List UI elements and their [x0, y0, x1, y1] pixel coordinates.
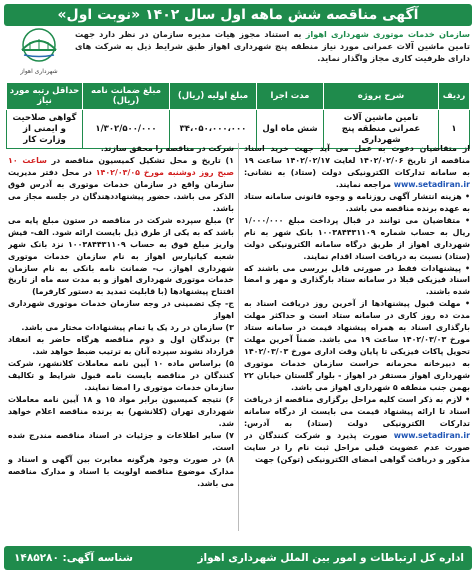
priority-paragraph: ۸) در صورت وجود هرگونه مغایرت بین آگهی و اسناد و مدارک موضوع مناقصه اولویت با اسناد و مدارک مناقصه می باشد. [8, 454, 234, 488]
purchase-text-end: مراجعه نمایند. [335, 179, 394, 189]
logo-label: شهرداری اهواز [20, 68, 58, 75]
setad-text: • لازم به ذکر است کلیه مراحل برگزاری مناقصه از دریافت اسناد تا ارائه پیشنهاد قیمت می بایست از درگاه سامانه تدارکات الکترونیکی دولت (ستاد) به آدرس: [244, 395, 470, 428]
commission-paragraph [8, 155, 234, 215]
row-duration: شش ماه اول [257, 110, 324, 149]
intro-paragraph [75, 28, 470, 64]
row-rank: گواهی صلاحیت و ایمنی از وزارت کار [7, 110, 83, 149]
commission-text: ۱) تاریخ و محل تشکیل کمیسیون مناقصه در [46, 155, 234, 165]
header-duration: مدت اجرا [257, 83, 324, 110]
payment-paragraph: • متقاضیان می توانند در قبال پرداخت مبلغ ۱/۰۰۰/۰۰۰ ریال به حساب شماره ۱۰۰۳۸۴۴۳۱۱۰۹ بانک شهر به نام شهرداری اهواز از طریق درگاه سامانه الکترونیکی دولت (ستاد) نسبت به دریافت اسناد اقدام نمایند. [244, 215, 470, 261]
header-guarantee: مبلغ ضمانت نامه (ریال) [83, 83, 170, 110]
row-project: تامین ماشین آلات عمرانی منطقه پنج شهرداری [324, 110, 439, 149]
setad-link[interactable]: www.setadiran.ir [393, 179, 470, 189]
bridge-logo-icon [16, 28, 62, 62]
details-paragraph: ۷) سایر اطلاعات و جزئیات در اسناد مناقصه مندرج شده است. [8, 430, 234, 452]
cheque-paragraph: ج- چک تضمینی در وجه سازمان خدمات موتوری شهرداری اهواز [8, 299, 234, 321]
setad-link-2[interactable]: www.setadiran.ir [393, 430, 470, 440]
row-index: ۱ [439, 110, 470, 149]
fee-paragraph: • هزینه انتشار آگهی روزنامه و وجوه قانونی سامانه ستاد به عهده برنده مناقصه می باشد. [244, 191, 470, 213]
row-guarantee: ۱/۳۰۲/۵۰۰/۰۰۰ [83, 110, 170, 149]
table-header-row [7, 83, 470, 110]
header-index: ردیف [439, 83, 470, 110]
commission-date: ساعت ۱۰ صبح روز دوشنبه مورخ ۱۴۰۲/۰۳/۰۵ [8, 155, 234, 177]
footer-code: شناسه آگهی: ۱۴۸۵۲۸۰ [14, 552, 133, 564]
footer-bar [4, 546, 472, 570]
deadline-paragraph: • مهلت قبول پیشنهادها از آخرین روز دریافت اسناد به مدت ده روز کاری در سامانه ستاد است و حداکثر مهلت بارگذاری اسناد به همراه پیشنهاد قیمت در سامانه ستاد مورخ ۱۴۰۲/۰۳/۰۳ ساعت ۱۹ می باشد. ضمناً آخرین مهلت تحویل پاکات فیزیکی تا پایان وقت اداری مورخ ۱۴۰۲/۰۳/۰۳ به دبیرخانه محرمانه حراست سازمان خدمات موتوری شهرداری اهواز مستقر در اهواز - بلوار گلستان خیابان ۲۲ بهمن جنب منطقه ۵ شهرداری اهواز می باشد. [244, 299, 470, 393]
header-rank: حداقل رتبه مورد نیاز [7, 83, 83, 110]
rejection-paragraph: ۳) سازمان در رد یک یا تمام پیشنهادات مختار می باشد. [21, 323, 234, 333]
purchase-paragraph [244, 143, 470, 191]
notice-title: آگهی مناقصه شش ماهه اول سال ۱۴۰۲ «نوبت اول» [4, 4, 472, 26]
deposit-paragraph: ۲) مبلغ سپرده شرکت در مناقصه در ستون مبلغ پایه می باشد که به یکی از طرق ذیل بایست ارائه شود. الف- فیش واریز مبلغ فوق به حساب ۱۰۰۳۸۴۴۳۱۱۰۹ نزد بانک شهر شعبه کیانپارس اهواز به نام سازمان خدمات موتوری شهرداری اهواز. ب- ضمانت نامه بانکی به نام سازمان خدمات موتوری شهرداری اهواز و به مدت سه ماه از تاریخ افتتاح پیشنهادها (با قابلیت تمدید به دستور کارفرما) [8, 215, 234, 297]
purchase-text: از متقاضیان دعوت به عمل می آید جهت خرید اسناد مناقصه از تاریخ ۱۴۰۲/۰۲/۰۶ لغایت ۱۴۰۲/۰۲/۱۷ ساعت ۱۹ به سامانه تدارکات الکترونیکی دولت (ستاد) به نشانی: [244, 144, 470, 177]
result-paragraph: ۶) نتیجه کمیسیون برابر مواد ۱۵ و ۱۸ آیین نامه معاملات شهرداری تهران (کلانشهر) به برنده مناقصه اعلام خواهد شد. [8, 395, 234, 428]
tender-table [6, 82, 470, 149]
row-initial-amount: ۳۴،۰۵۰،۰۰۰،۰۰۰ [170, 110, 257, 149]
commission-text-end: در محل دفتر مدیریت سازمان واقع در سازمان خدمات موتوری به آدرس فوق الذکر می باشد. حضور پیشنهاددهندگان در جلسه مجاز می باشد. [8, 167, 234, 213]
setad-text-end: صورت پذیرد و شرکت کنندگان در صورت عدم عضویت قبلی مراحل ثبت نام را در سایت مذکور و دریافت گواهی امضای الکترونیکی (توکن) جهت [244, 430, 470, 464]
setad-paragraph [244, 394, 470, 466]
organization-name: سازمان خدمات موتوری شهرداری اهواز [305, 29, 470, 39]
column-divider [238, 143, 239, 531]
article10-paragraph: ۵) براساس ماده ۱۰ آیین نامه معاملات کلانشهر، شرکت کنندگان در مناقصه بایست نامه قبول شرایط و تکالیف سازمان خدمات موتوری را امضا نمایند. [8, 359, 234, 393]
conditions-left-column [8, 143, 234, 531]
logo [6, 28, 72, 78]
left-intro-line: شرکت در مناقصه را محقق سازند. [100, 144, 234, 153]
forfeit-paragraph: ۴) برندگان اول و دوم مناقصه هرگاه حاضر به انعقاد قرارداد نشوند سپرده آنان به ترتیب ضبط خواهد شد. [8, 335, 234, 357]
intro-text: به استناد مجوز هیات مدیره سازمان در نظر دارد جهت تامین ماشین آلات عمرانی مورد نیاز منطقه پنج شهرداری اهواز طبق شرایط ذیل به شرکت های دارای ظرفیت کاری مجاز واگذار نماید. [75, 29, 470, 63]
header-initial-amount: مبلغ اولیه (ریال) [170, 83, 257, 110]
footer-title: اداره کل ارتباطات و امور بین الملل شهرداری اهواز [197, 552, 464, 564]
physical-docs-paragraph: • پیشنهادات فقط در صورتی قابل بررسی می باشند که اسناد فیزیکی قبلا در سامانه ستاد بارگذاری و مهر و امضا شده باشند. [244, 263, 470, 297]
header-project: شرح پروژه [324, 83, 439, 110]
conditions-right-column [244, 143, 470, 531]
